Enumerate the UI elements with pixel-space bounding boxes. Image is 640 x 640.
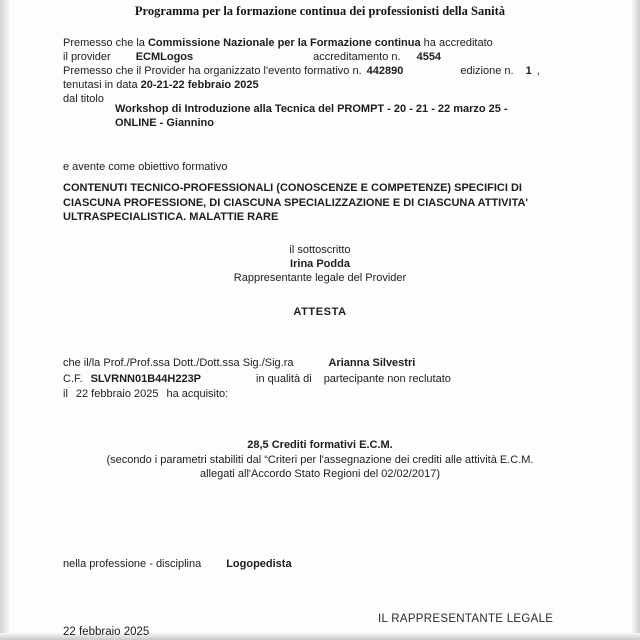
participant-intro: che il/la Prof./Prof.ssa Dott./Dott.ssa Sig./Sig.ra [63, 357, 294, 369]
title-intro: dal titolo [63, 93, 104, 105]
credits-note-line-2: allegati all'Accordo Stato Regioni del 02/02/2017) [200, 468, 440, 480]
commission-name: Commissione Nazionale per la Formazione continua [147, 37, 421, 49]
credits-block [0, 438, 640, 482]
document-title: Programma per la formazione continua dei professionisti della Sanità [134, 4, 506, 18]
participant-line-2 [63, 372, 590, 388]
date-label: il [63, 388, 68, 400]
profession-label: nella professione - disciplina [63, 558, 202, 570]
accreditation-label: accreditamento n. [313, 51, 401, 63]
premise-line-4 [63, 78, 585, 92]
participant-block [63, 356, 590, 403]
legal-representative-heading: IL RAPPRESENTANTE LEGALE [378, 613, 554, 625]
accreditation-number: 4554 [416, 51, 442, 63]
course-title-line-2: ONLINE - Giannino [115, 117, 214, 129]
premise-text: Premesso che la [63, 37, 148, 49]
premise-text: ha accreditato [420, 37, 493, 49]
objective-text: CONTENUTI TECNICO-PROFESSIONALI (CONOSCENZE E COMPETENZE) SPECIFICI DI CIASCUNA PROFESSIONE, DI CIASCUNA SPECIALIZZAZIONE E DI CIASCUNA ATTIVITA' ULTRASPECIALISTICA. MALATTIE RARE [63, 182, 529, 223]
edition-number: 1 [525, 65, 532, 77]
acquired-label: ha acquisito: [166, 388, 229, 400]
scan-edge-left [0, 0, 9, 640]
premise-line-1 [63, 36, 585, 50]
objective-intro: e avente come obiettivo formativo [63, 161, 228, 173]
premise-line-2 [63, 50, 585, 64]
event-number: 442890 [366, 65, 404, 77]
provider-name: ECMLogos [135, 51, 194, 63]
course-title-line-1: Workshop di Introduzione alla Tecnica del PROMPT - 20 - 21 - 22 marzo 25 - [115, 103, 508, 115]
event-dates: 20-21-22 febbraio 2025 [140, 79, 259, 91]
signatory-name: Irina Podda [290, 258, 350, 270]
event-label: Premesso che il Provider ha organizzato l'evento formativo n. [63, 65, 362, 77]
profession-line [63, 557, 292, 571]
credits-value: 28,5 [247, 439, 269, 451]
edition-label: edizione n. [460, 65, 514, 77]
cf-label: C.F. [63, 372, 83, 385]
premise-block [63, 36, 585, 106]
participant-line-1 [63, 356, 590, 372]
footer-date: 22 febbraio 2025 [63, 626, 150, 638]
attests-heading: ATTESTA [293, 306, 347, 318]
fiscal-code: SLVRNN01B44H223P [90, 372, 202, 385]
signatory-intro: il sottoscritto [289, 244, 351, 256]
acquisition-date: 22 febbraio 2025 [75, 388, 159, 400]
dates-label: tenutasi in data [63, 79, 138, 91]
provider-label: il provider [63, 51, 111, 63]
signatory-block [0, 243, 640, 285]
participant-line-3 [63, 387, 590, 403]
credits-note-line-1: (secondo i parametri stabiliti dal “Criteri per l'assegnazione dei crediti alle attività E.C.M. [106, 453, 534, 466]
scan-edge-right [632, 0, 640, 640]
credits-label: Crediti formativi E.C.M. [271, 439, 393, 451]
quality-value: partecipante non reclutato [323, 372, 451, 385]
credits-line [0, 438, 640, 453]
premise-line-3 [63, 64, 585, 78]
course-title [115, 102, 580, 130]
profession-value: Logopedista [226, 558, 292, 570]
comma: , [536, 65, 540, 77]
quality-label: in qualità di [256, 372, 312, 385]
participant-name: Arianna Silvestri [328, 357, 416, 369]
signatory-role: Rappresentante legale del Provider [233, 272, 407, 284]
